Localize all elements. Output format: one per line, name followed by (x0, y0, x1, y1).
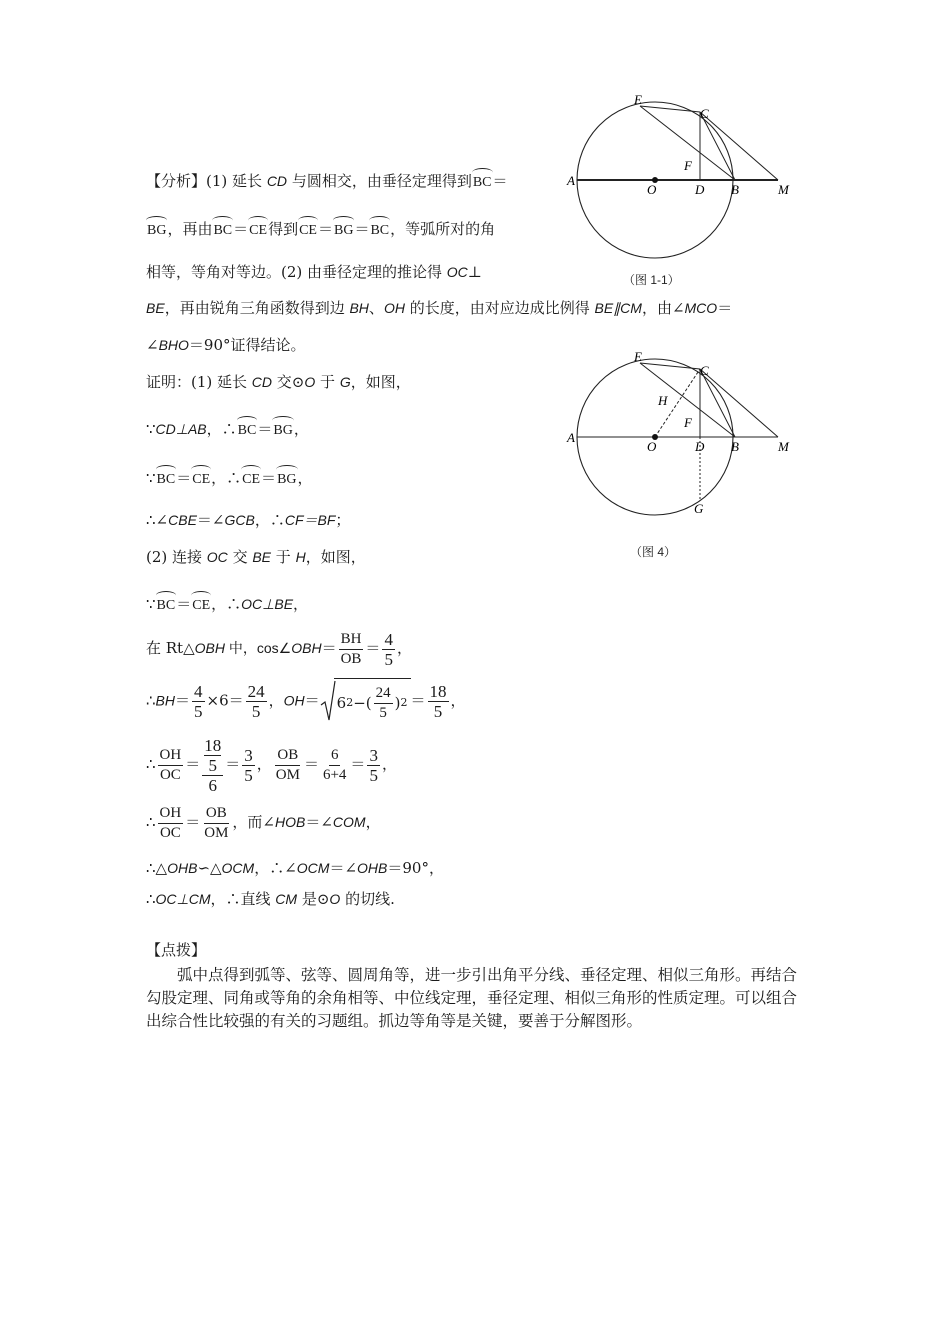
label-a: A (567, 430, 575, 445)
fraction-oh-oc: $\frac{OH}{OC}$ (159, 746, 182, 783)
label-c: C (700, 106, 709, 121)
arc-bc: BC (212, 221, 233, 241)
proof-line-1: 证明：(1) 延长 CD 交⊙O 于 G，如图， (146, 373, 411, 391)
arc-bc: BC (472, 173, 493, 193)
arc-bg: BG (276, 470, 297, 490)
proof-line-12: ∴OC⊥CM，∴直线 CM 是⊙O 的切线. (146, 890, 395, 908)
proof-line-5: (2) 连接 OC 交 BE 于 H，如图， (146, 548, 366, 566)
label-h: H (658, 393, 668, 408)
label-b: B (731, 439, 739, 454)
label-a: A (567, 173, 575, 188)
fraction-3-5: $\frac{3}{5}$ (369, 745, 378, 785)
fraction-ob-om: $\frac{OB}{OM}$ (275, 746, 300, 783)
fraction-oh-oc: $\frac{OH}{OC}$ (159, 804, 182, 841)
analysis-line-2: BG，再由BC＝CE得到CE＝BG＝BC，等弧所对的角 (146, 218, 495, 241)
arc-bc: BC (156, 596, 177, 616)
arc-ce: CE (191, 470, 211, 490)
arc-ce: CE (298, 221, 318, 241)
label-d: D (695, 182, 705, 197)
fraction-24-5: $\frac{24}{5}$ (247, 682, 265, 721)
arc-ce: CE (248, 221, 268, 241)
tip-heading: 【点拨】 (146, 941, 207, 959)
proof-line-11: ∴△OHB∽△OCM，∴∠OCM＝∠OHB＝90°， (146, 859, 444, 877)
label-e: E (634, 349, 642, 364)
fraction-4-5: $\frac{4}{5}$ (384, 629, 393, 669)
label-g: G (694, 501, 704, 516)
figure-1-1 (560, 88, 810, 288)
label-m: M (778, 182, 789, 197)
arc-bg: BG (146, 221, 167, 241)
arc-bg: BG (333, 221, 354, 241)
label-c: C (700, 363, 709, 378)
fraction-24-5: $\frac{24}{5}$ (375, 684, 391, 721)
analysis-line-4: BE，再由锐角三角函数得到边 BH、OH 的长度，由对应边成比例得 BE∥CM，由∠MCO＝ (146, 299, 733, 317)
fraction-bh-ob: $\frac{BH}{OB}$ (340, 630, 362, 667)
arc-bc: BC (369, 221, 390, 241)
fraction-18-5: $\frac{18}{5}$ (429, 682, 447, 721)
arc-bg: BG (272, 421, 293, 441)
proof-line-4: ∴∠CBE＝∠GCB，∴CF＝BF； (146, 511, 351, 529)
label-b: B (731, 182, 739, 197)
proof-line-8: ∴BH＝ $\frac{4}{5}$ ×6＝ $\frac{24}{5}$ ，OH＝ 6 2 −( $\frac{24}{5}$ ) 2 ＝ $\frac{18}{5}$ ， (146, 678, 466, 725)
analysis-line-3: 相等，等角对等边。(2) 由垂径定理的推论得 OC⊥ (146, 263, 482, 281)
figure-4 (560, 345, 810, 525)
arc-ce: CE (241, 470, 261, 490)
label-f: F (684, 158, 692, 173)
fraction-6-10: $\frac{6}{6+4}$ (322, 746, 347, 783)
proof-line-2: ∵CD⊥AB，∴BC＝BG， (146, 418, 309, 441)
proof-line-3: ∵BC＝CE，∴CE＝BG， (146, 467, 313, 490)
label-m: M (778, 439, 789, 454)
label-o: O (647, 439, 657, 454)
label-o: O (647, 182, 657, 197)
tip-body: 弧中点得到弧等、弦等、圆周角等，进一步引出角平分线、垂径定理、相似三角形。再结合勾股定理、同角或等角的余角相等、中位线定理，垂径定理、相似三角形的性质定理。可以组合出综合性比较强的有关的习题组。抓边等角等是关键，要善于分解图形。 (146, 966, 798, 1030)
analysis-line-5: ∠BHO＝90°证得结论。 (146, 336, 306, 354)
fraction-3-5: $\frac{3}{5}$ (244, 745, 253, 785)
radical-sign-icon (320, 678, 336, 722)
label-e: E (634, 92, 642, 107)
label-d: D (695, 439, 705, 454)
fraction-4-5: $\frac{4}{5}$ (194, 682, 203, 721)
proof-line-10: ∴ $\frac{OH}{OC}$ ＝ $\frac{OB}{OM}$ ，而∠HOB＝∠COM， (146, 804, 381, 841)
fraction-ob-om: $\frac{OB}{OM}$ (204, 804, 229, 841)
figure-4-caption: （图 4） (630, 545, 677, 559)
square-root: 6 2 −( $\frac{24}{5}$ ) 2 (320, 678, 411, 725)
figure-1-1-caption: （图 1-1） (623, 273, 680, 287)
arc-bc: BC (237, 421, 258, 441)
arc-bc: BC (156, 470, 177, 490)
proof-line-9: ∴ $\frac{OH}{OC}$ ＝ 18 5 6 ＝ $\frac{3}{5}$ ， $\frac{OB}{OM}$ ＝ $\frac{6}{6+4}$ ＝ $\frac{3}{5}$ ， (146, 735, 397, 795)
arc-ce: CE (191, 596, 211, 616)
analysis-line-1: 【分析】(1) 延长 CD 与圆相交，由垂径定理得到BC＝ (146, 170, 508, 193)
proof-line-7: 在 Rt△OBH 中，cos∠OBH＝ $\frac{BH}{OB}$ ＝ $\frac{4}{5}$ ， (146, 629, 412, 669)
proof-line-6: ∵BC＝CE，∴OC⊥BE， (146, 593, 308, 616)
fraction-complex: 18 5 6 (204, 735, 222, 795)
label-f: F (684, 415, 692, 430)
